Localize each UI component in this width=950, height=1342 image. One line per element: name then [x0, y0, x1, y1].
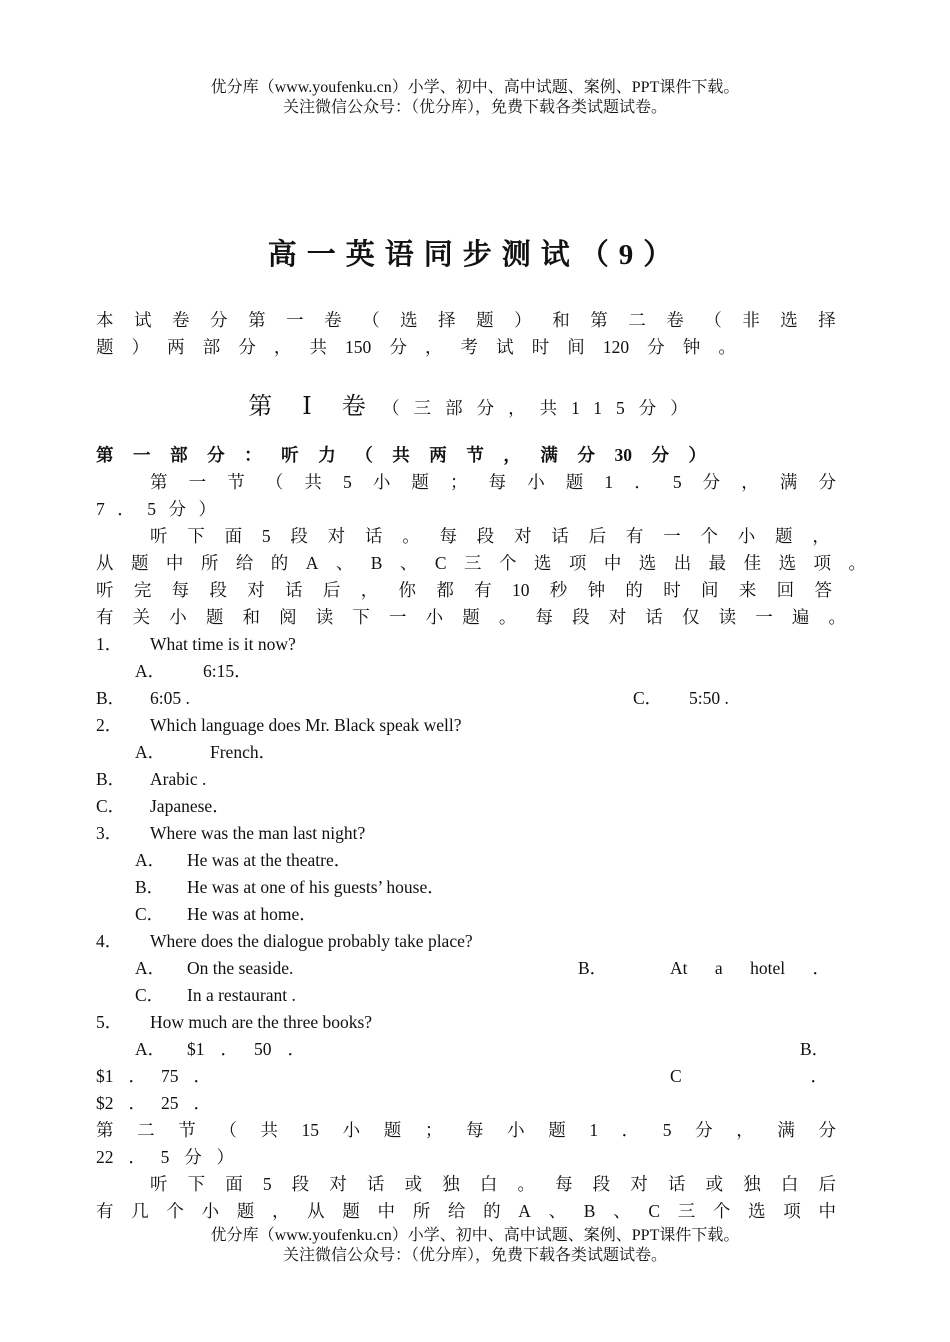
q3-option-b: He was at one of his guests’ house． — [187, 877, 445, 897]
q5-option-c: $2 ． 25 ． — [96, 1093, 211, 1113]
q5-text: How much are the three books? — [150, 1012, 373, 1032]
part1-heading: 第 一 部 分 ： 听 力 （ 共 两 节 ， 满 分 30 分 ） — [96, 445, 706, 465]
section2-instruction-1: 听 下 面 5 段 对 话 或 独 白 。 每 段 对 话 或 独 白 后 — [150, 1174, 836, 1194]
q5-option-a-label: A． — [135, 1039, 166, 1059]
intro-line-2: 题 ） 两 部 分 ， 共 150 分 ， 考 试 时 间 120 分 钟 。 — [96, 337, 736, 357]
q1-text: What time is it now? — [150, 634, 296, 654]
q4-text: Where does the dialogue probably take place? — [150, 931, 473, 951]
q4-option-c: In a restaurant . — [187, 985, 296, 1005]
q4-number: 4． — [96, 931, 123, 951]
q4-option-b: At a hotel ． — [670, 958, 830, 978]
section2-instruction-2: 有 几 个 小 题 ， 从 题 中 所 给 的 A 、 B 、 C 三 个 选 项 中 — [96, 1201, 836, 1221]
q2-text: Which language does Mr. Black speak well? — [150, 715, 462, 735]
section1-line-1: 第 一 节 （ 共 5 小 题 ； 每 小 题 1 ． 5 分 ， 满 分 — [150, 472, 836, 492]
section2-line-2: 22 ． 5 分 ） — [96, 1147, 234, 1167]
q4-option-c-label: C． — [135, 985, 165, 1005]
q2-option-b: Arabic . — [150, 769, 207, 789]
q5-option-b: $1 ． 75 ． — [96, 1066, 211, 1086]
q3-option-b-label: B． — [135, 877, 165, 897]
q3-option-c: He was at home． — [187, 904, 317, 924]
section1-instruction-4: 有 关 小 题 和 阅 读 下 一 小 题 。 每 段 对 话 仅 读 一 遍 。 — [96, 607, 846, 627]
header-line-1: 优分库（www.youfenku.cn）小学、初中、高中试题、案例、PPT课件下载。 — [210, 79, 740, 96]
q4-option-a-label: A． — [135, 958, 166, 978]
page-title: 高一英语同步测试（9） — [267, 239, 683, 271]
q1-option-a: 6:15． — [203, 661, 252, 681]
q5-option-a: $1 ． 50 ． — [187, 1039, 305, 1059]
q3-option-c-label: C． — [135, 904, 165, 924]
q3-option-a-label: A． — [135, 850, 166, 870]
header-line-2: 关注微信公众号：（优分库），免费下载各类试题试卷。 — [282, 99, 667, 116]
q5-option-b-label: B． — [800, 1039, 830, 1059]
q2-option-b-label: B． — [96, 769, 126, 789]
section1-line-2: 7 ． 5 分 ） — [96, 499, 216, 519]
volume-heading — [0, 386, 950, 421]
q1-number: 1． — [96, 634, 123, 654]
q1-option-b: 6:05 . — [150, 688, 190, 708]
q4-option-b-label: B． — [578, 958, 608, 978]
q2-option-a: French． — [210, 742, 277, 762]
volume-title: 第 Ⅰ 卷 — [248, 394, 378, 420]
q3-text: Where was the man last night? — [150, 823, 366, 843]
volume-subtitle: （三部分，共115分） — [382, 398, 702, 418]
q1-option-b-label: B． — [96, 688, 126, 708]
q2-option-c-label: C． — [96, 796, 126, 816]
section1-instruction-3: 听 完 每 段 对 话 后 ， 你 都 有 10 秒 钟 的 时 间 来 回 答 — [96, 580, 832, 600]
q2-option-a-label: A． — [135, 742, 166, 762]
footer-line-1: 优分库（www.youfenku.cn）小学、初中、高中试题、案例、PPT课件下载。 — [210, 1227, 740, 1244]
q1-option-c-label: C． — [633, 688, 663, 708]
section1-instruction-1: 听 下 面 5 段 对 话 。 每 段 对 话 后 有 一 个 小 题 ， — [150, 526, 830, 546]
q1-option-c: 5:50 . — [689, 688, 729, 708]
intro-line-1: 本 试 卷 分 第 一 卷 （ 选 择 题 ） 和 第 二 卷 （ 非 选 择 — [96, 310, 836, 330]
q4-option-a: On the seaside. — [187, 958, 294, 978]
section1-instruction-2: 从 题 中 所 给 的 A 、 B 、 C 三 个 选 项 中 选 出 最 佳 选 项 。 — [96, 553, 866, 573]
q1-option-a-label: A． — [135, 661, 166, 681]
q5-option-c-label: C ． — [670, 1066, 828, 1086]
q5-number: 5． — [96, 1012, 123, 1032]
q3-option-a: He was at the theatre． — [187, 850, 352, 870]
footer-line-2: 关注微信公众号：（优分库），免费下载各类试题试卷。 — [282, 1247, 667, 1264]
section2-line-1: 第 二 节 （ 共 15 小 题 ； 每 小 题 1 ． 5 分 ， 满 分 — [96, 1120, 836, 1140]
q2-number: 2． — [96, 715, 123, 735]
q3-number: 3． — [96, 823, 123, 843]
q2-option-c: Japanese． — [150, 796, 230, 816]
